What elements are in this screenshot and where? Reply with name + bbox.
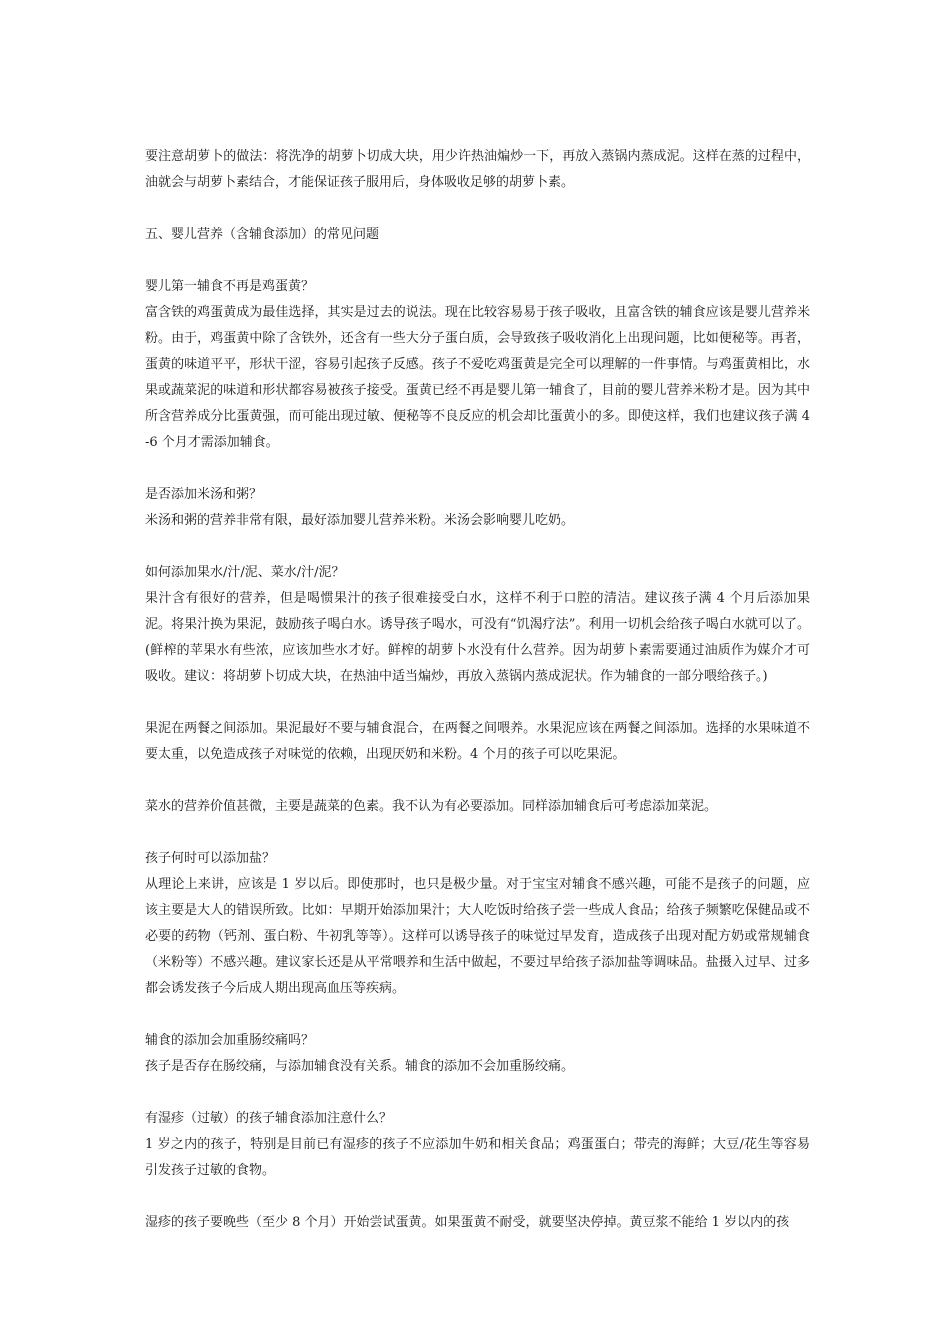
question-salt: 孩子何时可以添加盐？ bbox=[145, 851, 276, 866]
answer-salt: 从理论上来讲，应该是 1 岁以后。即使那时，也只是极少量。对于宝宝对辅食不感兴趣，可能不是孩子的问题，应该主要是大人的错误所致。比如：早期开始添加果汁；大人吃饭时给孩子尝一些成人食品；给孩子频繁吃保健品或不必要的药物（钙剂、蛋白粉、牛初乳等等）。这样可以诱导孩子的味觉过早发育，造成孩子出现对配方奶或常规辅食（米粉等）不感兴趣。建议家长还是从平常喂养和生活中做起，不要过早给孩子添加盐等调味品。盐摄入过早、过多都会诱发孩子今后成人期出现高血压等疾病。 bbox=[145, 877, 810, 996]
paragraph-carrot: 要注意胡萝卜的做法：将洗净的胡萝卜切成大块，用少许热油煸炒一下，再放入蒸锅内蒸成泥。这样在蒸的过程中，油就会与胡萝卜素结合，才能保证孩子服用后，身体吸收足够的胡萝卜素。 bbox=[145, 149, 810, 190]
answer-first-food: 富含铁的鸡蛋黄成为最佳选择，其实是过去的说法。现在比较容易易于孩子吸收，且富含铁的辅食应该是婴儿营养米粉。由于，鸡蛋黄中除了含铁外，还含有一些大分子蛋白质，会导致孩子吸收消化上出现问题，比如便秘等。再者，蛋黄的味道平平，形状干涩，容易引起孩子反感。孩子不爱吃鸡蛋黄是完全可以理解的一件事情。与鸡蛋黄相比，水果或蔬菜泥的味道和形状都容易被孩子接受。蛋黄已经不再是婴儿第一辅食了，目前的婴儿营养米粉才是。因为其中所含营养成分比蛋黄强，而可能出现过敏、便秘等不良反应的机会却比蛋黄小的多。即使这样，我们也建议孩子满 4-6 个月才需添加辅食。 bbox=[145, 305, 810, 450]
question-juice: 如何添加果水/汁/泥、菜水/汁/泥？ bbox=[145, 565, 345, 580]
question-eczema: 有湿疹（过敏）的孩子辅食添加注意什么？ bbox=[145, 1111, 393, 1126]
document-body bbox=[145, 144, 810, 1236]
answer-juice: 果汁含有很好的营养，但是喝惯果汁的孩子很难接受白水，这样不利于口腔的清洁。建议孩子满 4 个月后添加果泥。将果汁换为果泥，鼓励孩子喝白水。诱导孩子喝水，可没有“饥渴疗法”。利用一切机会给孩子喝白水就可以了。(鲜榨的苹果水有些浓，应该加些水才好。鲜榨的胡萝卜水没有什么营养。因为胡萝卜素需要通过油质作为媒介才可吸收。建议：将胡萝卜切成大块，在热油中适当煸炒，再放入蒸锅内蒸成泥状。作为辅食的一部分喂给孩子。) bbox=[145, 591, 810, 684]
answer-colic: 孩子是否存在肠绞痛，与添加辅食没有关系。辅食的添加不会加重肠绞痛。 bbox=[145, 1059, 575, 1074]
question-first-food: 婴儿第一辅食不再是鸡蛋黄？ bbox=[145, 279, 315, 294]
question-rice-soup: 是否添加米汤和粥？ bbox=[145, 487, 263, 502]
answer-eczema: 1 岁之内的孩子，特别是目前已有湿疹的孩子不应添加牛奶和相关食品；鸡蛋蛋白；带壳的海鲜；大豆/花生等容易引发孩子过敏的食物。 bbox=[145, 1137, 810, 1178]
question-colic: 辅食的添加会加重肠绞痛吗？ bbox=[145, 1033, 315, 1048]
paragraph-eczema-egg: 湿疹的孩子要晚些（至少 8 个月）开始尝试蛋黄。如果蛋黄不耐受，就要坚决停掉。黄豆浆不能给 1 岁以内的孩 bbox=[145, 1215, 790, 1230]
paragraph-vegetable-water: 菜水的营养价值甚微，主要是蔬菜的色素。我不认为有必要添加。同样添加辅食后可考虑添加菜泥。 bbox=[145, 799, 718, 814]
section-title: 五、婴儿营养（含辅食添加）的常见问题 bbox=[145, 227, 380, 242]
paragraph-fruit-puree: 果泥在两餐之间添加。果泥最好不要与辅食混合，在两餐之间喂养。水果泥应该在两餐之间添加。选择的水果味道不要太重，以免造成孩子对味觉的依赖，出现厌奶和米粉。4 个月的孩子可以吃果泥。 bbox=[145, 721, 810, 762]
answer-rice-soup: 米汤和粥的营养非常有限，最好添加婴儿营养米粉。米汤会影响婴儿吃奶。 bbox=[145, 513, 575, 528]
